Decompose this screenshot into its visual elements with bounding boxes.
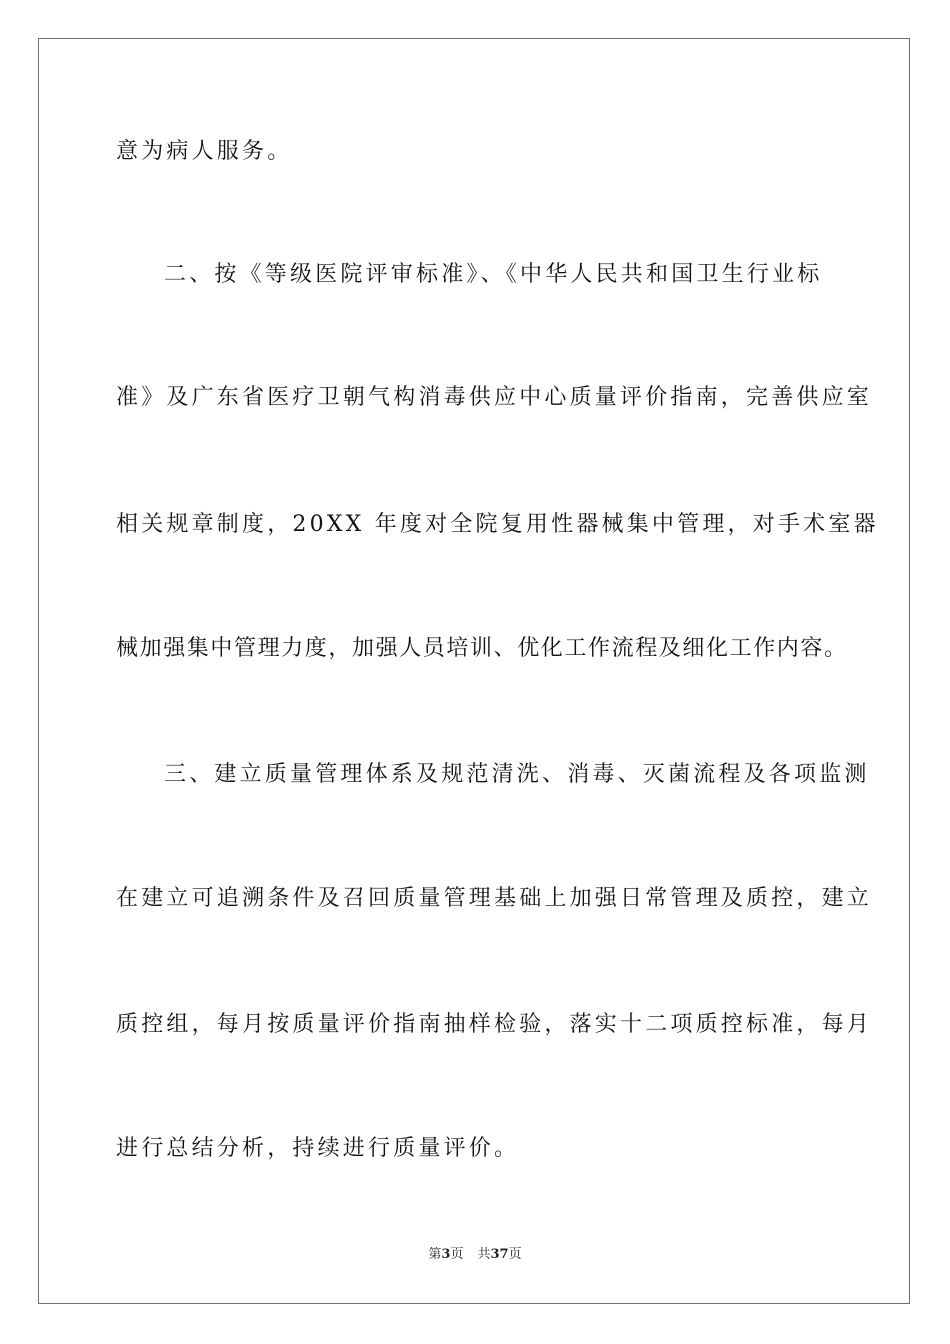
text-line-7: 在建立可追溯条件及召回质量管理基础上加强日常管理及质控，建立 (116, 886, 873, 911)
text-line-8: 质控组，每月按质量评价指南抽样检验，落实十二项质控标准，每月 (116, 1012, 873, 1037)
text-line-5: 械加强集中管理力度，加强人员培训、优化工作流程及细化工作内容。 (116, 636, 848, 661)
footer-page-suffix: 页 (450, 1247, 464, 1262)
page-border (38, 38, 910, 1304)
page-footer (0, 1246, 950, 1264)
footer-total-pages: 37 (490, 1247, 509, 1262)
text-line-2: 二、按《等级医院评审标准》、《中华人民共和国卫生行业标 (164, 262, 823, 287)
text-line-6: 三、建立质量管理体系及规范清洗、消毒、灭菌流程及各项监测 (164, 762, 870, 787)
text-line-3: 准》及广东省医疗卫朝气构消毒供应中心质量评价指南，完善供应室 (116, 385, 873, 410)
footer-page-prefix: 第 (428, 1247, 442, 1262)
text-line-9: 进行总结分析，持续进行质量评价。 (116, 1136, 520, 1161)
footer-total-prefix: 共 (477, 1247, 491, 1262)
footer-total-suffix: 页 (508, 1247, 522, 1262)
footer-page-number: 3 (441, 1247, 451, 1262)
text-line-1: 意为病人服务。 (116, 139, 293, 164)
text-line-4: 相关规章制度，20XX 年度对全院复用性器械集中管理，对手术室器 (116, 512, 879, 537)
